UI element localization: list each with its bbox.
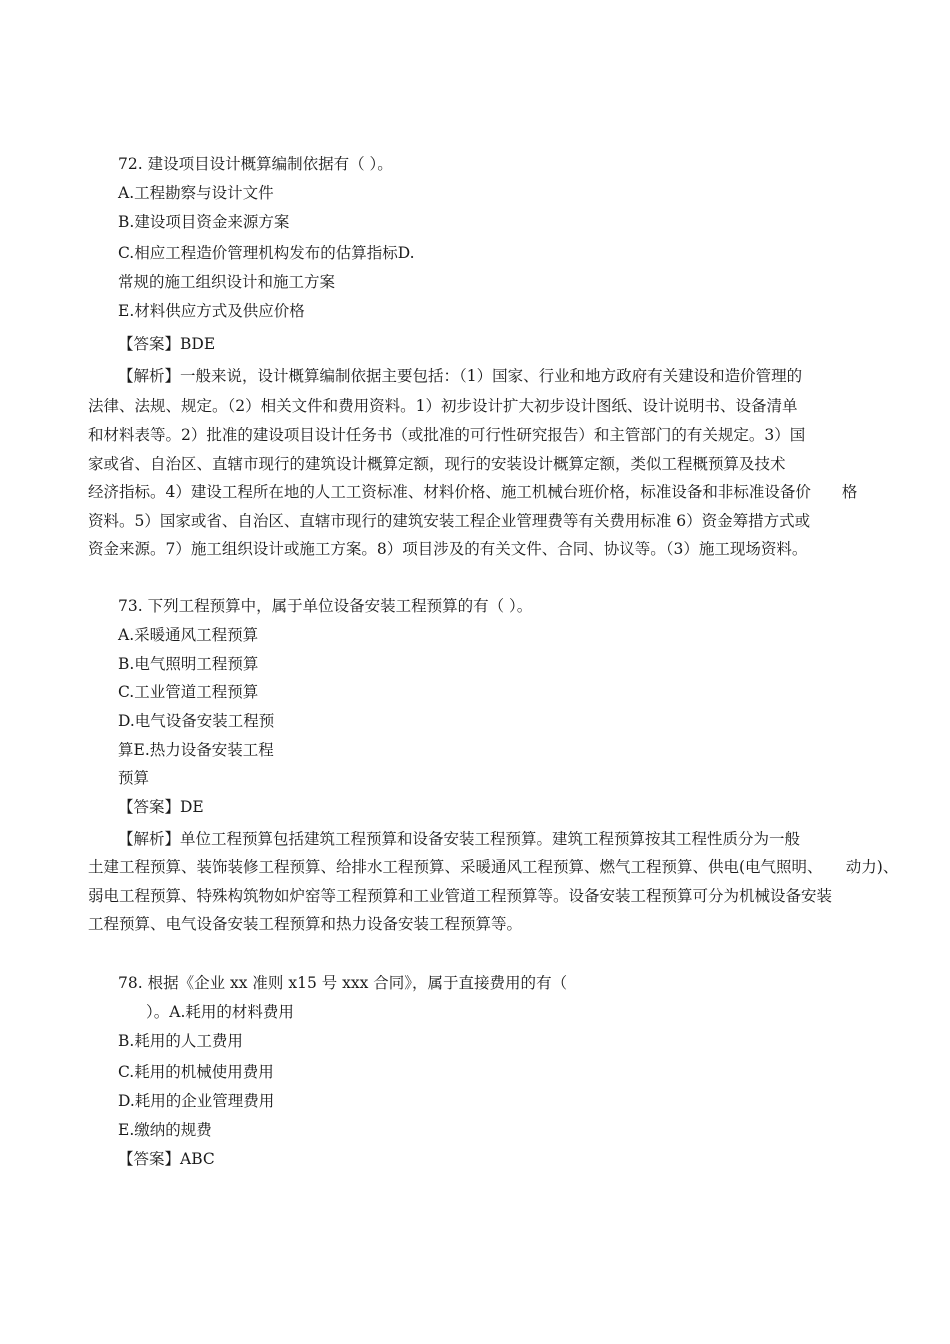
question-73-option-c: C.工业管道工程预算 (118, 683, 259, 701)
question-73-analysis-line: 【解析】单位工程预算包括建筑工程预算和设备安装工程预算。建筑工程预算按其工程性质分为一般 (118, 830, 801, 848)
question-78-option-c: C.耗用的机械使用费用 (118, 1063, 274, 1081)
question-78-stem-cont: ）。A.耗用的材料费用 (146, 1003, 294, 1021)
question-78-option-b: B.耗用的人工费用 (118, 1032, 243, 1050)
question-72-analysis-line: 经济指标。4）建设工程所在地的人工工资标准、材料价格、施工机械台班价格，标准设备和非标准设备价 格 (88, 483, 858, 501)
question-72-analysis-line: 和材料表等。2）批准的建设项目设计任务书（或批准的可行性研究报告）和主管部门的有关规定。3）国 (88, 426, 806, 444)
question-73-stem: 73. 下列工程预算中，属于单位设备安装工程预算的有（ ）。 (118, 597, 533, 615)
question-73-option-a: A.采暖通风工程预算 (118, 626, 259, 644)
question-72-option-c: C.相应工程造价管理机构发布的估算指标D. (118, 244, 415, 262)
question-72-option-a: A.工程勘察与设计文件 (118, 184, 274, 202)
question-73-analysis-line: 工程预算、电气设备安装工程预算和热力设备安装工程预算等。 (88, 915, 523, 933)
question-72-option-e: E.材料供应方式及供应价格 (118, 302, 305, 320)
question-72-analysis-line: 资料。5）国家或省、自治区、直辖市现行的建筑安装工程企业管理费等有关费用标准 6）资金筹措方式或 (88, 512, 811, 530)
question-78-option-d: D.耗用的企业管理费用 (118, 1092, 275, 1110)
question-72-analysis-line: 【解析】一般来说，设计概算编制依据主要包括：（1）国家、行业和地方政府有关建设和造价管理的 (118, 367, 803, 385)
question-73-option-e: 算E.热力设备安装工程 (118, 741, 274, 759)
question-73-analysis-line: 土建工程预算、装饰装修工程预算、给排水工程预算、采暖通风工程预算、燃气工程预算、供电(电气照明、 动力)、 (88, 858, 899, 876)
question-78-stem: 78. 根据《企业 xx 准则 x15 号 xxx 合同》，属于直接费用的有（ (118, 974, 568, 992)
question-73-answer: 【答案】DE (118, 798, 204, 816)
question-78-option-e: E.缴纳的规费 (118, 1121, 212, 1139)
question-73-analysis-line: 弱电工程预算、特殊构筑物如炉窑等工程预算和工业管道工程预算等。设备安装工程预算可分为机械设备安装 (88, 887, 833, 905)
question-72-analysis-line: 资金来源。7）施工组织设计或施工方案。8）项目涉及的有关文件、合同、协议等。（3）施工现场资料。 (88, 540, 808, 558)
question-72-answer: 【答案】BDE (118, 335, 216, 353)
question-73-option-e-cont: 预算 (118, 769, 150, 787)
question-72-stem: 72. 建设项目设计概算编制依据有（ ）。 (118, 155, 393, 173)
question-72-analysis-line: 家或省、自治区、直辖市现行的建筑设计概算定额，现行的安装设计概算定额，类似工程概预算及技术 (88, 455, 786, 473)
question-78-answer: 【答案】ABC (118, 1150, 215, 1168)
question-73-option-b: B.电气照明工程预算 (118, 655, 259, 673)
question-72-option-b: B.建设项目资金来源方案 (118, 213, 290, 231)
question-72-analysis-line: 法律、法规、规定。（2）相关文件和费用资料。1）初步设计扩大初步设计图纸、设计说明书、设备清单 (88, 397, 798, 415)
question-73-option-d: D.电气设备安装工程预 (118, 712, 275, 730)
question-72-option-d: 常规的施工组织设计和施工方案 (118, 273, 336, 291)
